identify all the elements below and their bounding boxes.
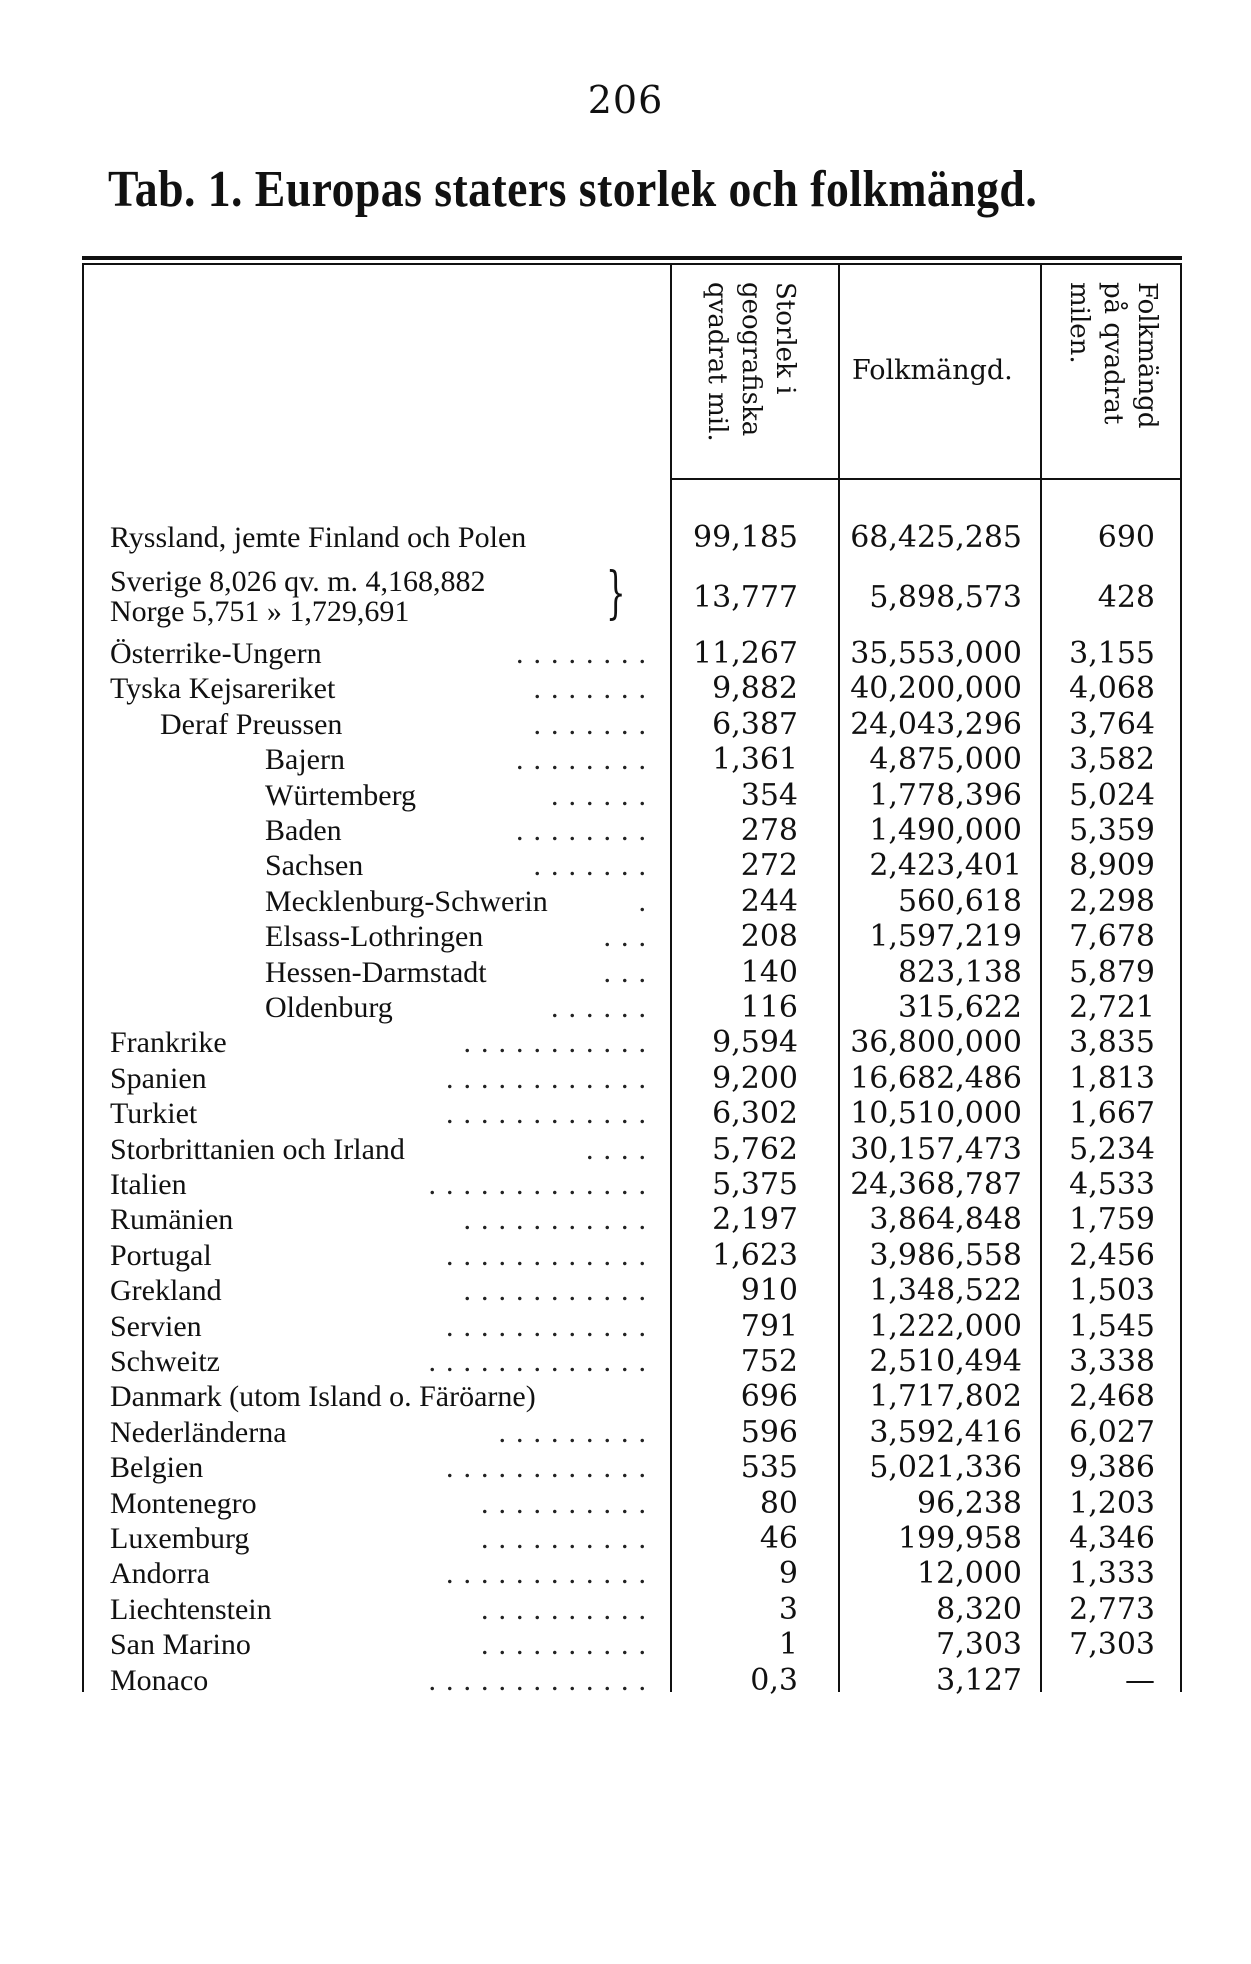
density-cell: 1,545 <box>1069 1308 1155 1344</box>
row-label: Danmark (utom Island o. Färöarne) <box>110 1380 542 1413</box>
table-row <box>0 990 1251 1025</box>
size-cell: 99,185 <box>693 520 798 555</box>
header-rule <box>82 256 1182 260</box>
header-size: Storlek i geografiska qvadrat mil. <box>702 282 800 442</box>
size-cell: 354 <box>740 777 798 813</box>
population-cell: 1,597,219 <box>869 919 1022 955</box>
header-rule-thin <box>82 263 1182 265</box>
row-name <box>265 990 662 1025</box>
row-label: Elsass-Lothringen <box>265 920 489 953</box>
row-name <box>110 1238 662 1273</box>
table-row <box>0 1025 1251 1060</box>
row-name <box>110 1273 662 1308</box>
density-cell: 5,359 <box>1069 813 1155 848</box>
density-cell: 4,068 <box>1069 671 1155 707</box>
size-cell: 5,375 <box>712 1167 798 1202</box>
row-name <box>110 1061 662 1096</box>
leader-dots: ............ <box>446 1309 656 1343</box>
size-cell: 80 <box>759 1485 798 1521</box>
density-cell: 1,813 <box>1069 1060 1155 1096</box>
row-label: Monaco <box>110 1664 214 1697</box>
table-row <box>0 1486 1251 1521</box>
header-density: Folkmängd på qvadrat milen. <box>1064 282 1162 429</box>
size-cell: 9,200 <box>712 1060 798 1096</box>
table-row <box>0 1061 1251 1096</box>
row-label: Hessen-Darmstadt <box>265 956 493 989</box>
row-label: Ryssland, jemte Finland och Polen <box>110 521 532 554</box>
leader-dots: ........... <box>463 1026 656 1060</box>
population-cell: 315,622 <box>897 990 1022 1025</box>
leader-dots: ............ <box>446 1238 656 1272</box>
row-label: Grekland <box>110 1274 228 1307</box>
row-label: Liechtenstein <box>110 1593 278 1626</box>
density-cell: 2,456 <box>1069 1237 1155 1273</box>
row-name <box>265 778 662 813</box>
table-row <box>0 1415 1251 1450</box>
brace: } <box>606 561 626 626</box>
row-name <box>110 1309 662 1344</box>
density-cell: 5,024 <box>1069 777 1155 813</box>
row-label: Bajern <box>265 743 351 776</box>
row-label: Italien <box>110 1168 193 1201</box>
leader-dots: . <box>638 884 656 918</box>
population-cell: 2,423,401 <box>869 848 1022 884</box>
leader-dots: ............ <box>446 1451 656 1485</box>
leader-dots: .......... <box>481 1486 656 1520</box>
row-label: Turkiet <box>110 1097 203 1130</box>
table-row <box>0 848 1251 883</box>
row-label: Schweitz <box>110 1345 226 1378</box>
density-cell: 428 <box>1097 580 1155 615</box>
leader-dots: ............ <box>446 1097 656 1131</box>
row-name <box>265 884 662 919</box>
density-cell: 2,721 <box>1069 990 1155 1025</box>
page-title: Tab. 1. Europas staters storlek och folkmängd. <box>108 161 1038 218</box>
density-cell: 7,678 <box>1069 919 1155 955</box>
header-bottom-rule <box>670 478 1182 480</box>
leader-dots: ....... <box>533 707 656 741</box>
table-row <box>0 884 1251 919</box>
leader-dots: ........ <box>516 637 656 670</box>
population-cell: 7,303 <box>936 1627 1022 1663</box>
row-name <box>265 955 662 990</box>
size-cell: 46 <box>759 1521 798 1556</box>
table-row <box>0 636 1251 671</box>
size-cell: 791 <box>740 1308 798 1344</box>
leader-dots: ............ <box>446 1061 656 1095</box>
leader-dots: ... <box>603 920 656 954</box>
population-cell: 35,553,000 <box>850 636 1022 671</box>
population-cell: 30,157,473 <box>850 1131 1022 1167</box>
leader-dots: ........ <box>516 743 656 777</box>
population-cell: 3,592,416 <box>869 1414 1022 1450</box>
density-cell: — <box>1125 1662 1155 1698</box>
table-row <box>0 1556 1251 1591</box>
row-label: Frankrike <box>110 1026 233 1059</box>
row-name <box>110 1592 662 1627</box>
density-cell: 3,835 <box>1069 1025 1155 1061</box>
leader-dots: ............. <box>428 1663 656 1697</box>
size-cell: 6,302 <box>712 1096 798 1132</box>
density-cell: 4,533 <box>1069 1167 1155 1202</box>
size-cell: 9 <box>778 1556 798 1592</box>
density-cell: 2,298 <box>1069 883 1155 919</box>
population-cell: 1,717,802 <box>869 1379 1022 1415</box>
table-row <box>0 1450 1251 1485</box>
table-row <box>0 813 1251 848</box>
density-cell: 5,879 <box>1069 954 1155 990</box>
table-row <box>0 742 1251 777</box>
row-name <box>110 1096 662 1131</box>
size-cell: 3 <box>778 1591 798 1627</box>
size-cell: 9,882 <box>712 671 798 707</box>
row-name <box>265 919 662 954</box>
table-row <box>0 671 1251 706</box>
row-label: Servien <box>110 1310 208 1343</box>
population-cell: 5,021,336 <box>869 1450 1022 1486</box>
size-cell: 6,387 <box>712 706 798 742</box>
row-label: Würtemberg <box>265 779 422 812</box>
row-name <box>110 1025 662 1060</box>
leader-dots: .......... <box>481 1628 656 1662</box>
row-name <box>110 1167 662 1202</box>
row-name <box>110 1379 662 1414</box>
population-cell: 3,127 <box>936 1662 1022 1698</box>
density-cell: 6,027 <box>1069 1414 1155 1450</box>
size-cell: 696 <box>740 1379 798 1415</box>
density-cell: 2,773 <box>1069 1591 1155 1627</box>
row-name <box>110 1663 662 1698</box>
row-name <box>110 520 662 555</box>
density-cell: 1,203 <box>1069 1485 1155 1521</box>
population-cell: 10,510,000 <box>850 1096 1022 1132</box>
row-label: Deraf Preussen <box>160 708 348 741</box>
density-cell: 1,667 <box>1069 1096 1155 1132</box>
leader-dots: ....... <box>533 672 656 706</box>
table-row <box>0 778 1251 813</box>
row-name <box>110 1202 662 1237</box>
row-name <box>160 707 662 742</box>
row-name <box>110 1132 662 1167</box>
population-cell: 2,510,494 <box>869 1344 1022 1379</box>
table-row <box>0 1344 1251 1379</box>
leader-dots: ... <box>603 955 656 989</box>
row-label: Baden <box>265 814 348 847</box>
leader-dots: ....... <box>533 849 656 883</box>
table-row <box>0 1202 1251 1237</box>
size-cell: 11,267 <box>693 636 798 671</box>
population-cell: 12,000 <box>917 1556 1022 1592</box>
density-cell: 2,468 <box>1069 1379 1155 1415</box>
population-cell: 68,425,285 <box>850 520 1022 555</box>
leader-dots: ........ <box>516 814 656 847</box>
row-name <box>110 1627 662 1662</box>
density-cell: 3,155 <box>1069 636 1155 671</box>
row-label: Rumänien <box>110 1203 239 1236</box>
table-row <box>0 1309 1251 1344</box>
size-cell: 910 <box>740 1273 798 1309</box>
population-cell: 40,200,000 <box>850 671 1022 707</box>
leader-dots: ............ <box>446 1557 656 1591</box>
population-cell: 1,778,396 <box>869 777 1022 813</box>
density-cell: 3,338 <box>1069 1344 1155 1379</box>
size-cell: 244 <box>740 883 798 919</box>
size-cell: 1,361 <box>712 742 798 778</box>
size-cell: 0,3 <box>750 1662 798 1698</box>
table-row <box>0 955 1251 990</box>
size-cell: 208 <box>740 919 798 955</box>
size-cell: 596 <box>740 1414 798 1450</box>
population-cell: 24,368,787 <box>850 1167 1022 1202</box>
density-cell: 5,234 <box>1069 1131 1155 1167</box>
table-row <box>0 1663 1251 1698</box>
size-cell: 140 <box>740 954 798 990</box>
row-name <box>110 1415 662 1450</box>
row-label: Österrike-Ungern <box>110 637 328 670</box>
row-label: Luxemburg <box>110 1522 255 1555</box>
row-label: Nederländerna <box>110 1416 293 1449</box>
row-label: Mecklenburg-Schwerin <box>265 885 554 918</box>
leader-dots: .......... <box>481 1522 656 1555</box>
leader-dots: ............. <box>428 1345 656 1378</box>
table-row <box>0 1592 1251 1627</box>
row-label: Tyska Kejsareriket <box>110 672 341 705</box>
page-number: 206 <box>587 78 664 122</box>
leader-dots: .... <box>586 1132 656 1166</box>
leader-dots: ........... <box>463 1274 656 1308</box>
density-cell: 1,759 <box>1069 1202 1155 1238</box>
population-cell: 3,986,558 <box>869 1237 1022 1273</box>
row-name <box>265 848 662 883</box>
table-row <box>0 919 1251 954</box>
density-cell: 7,303 <box>1069 1627 1155 1663</box>
density-cell: 690 <box>1097 520 1155 555</box>
population-cell: 199,958 <box>897 1521 1022 1556</box>
leader-dots: .......... <box>481 1592 656 1626</box>
table-row <box>0 520 1251 555</box>
density-cell: 1,333 <box>1069 1556 1155 1592</box>
table-row <box>0 1238 1251 1273</box>
size-cell: 9,594 <box>712 1025 798 1061</box>
size-cell: 272 <box>740 848 798 884</box>
population-cell: 1,490,000 <box>869 813 1022 848</box>
table-row <box>0 1627 1251 1662</box>
population-cell: 823,138 <box>897 954 1022 990</box>
population-cell: 560,618 <box>897 883 1022 919</box>
size-cell: 2,197 <box>712 1202 798 1238</box>
size-cell: 1,623 <box>712 1237 798 1273</box>
density-cell: 3,764 <box>1069 706 1155 742</box>
row-name <box>110 671 662 706</box>
table-row <box>0 1521 1251 1556</box>
table-row <box>0 1096 1251 1131</box>
table-row <box>0 1379 1251 1414</box>
population-cell: 16,682,486 <box>850 1060 1022 1096</box>
leader-dots: ............. <box>428 1168 656 1201</box>
row-name <box>110 1556 662 1591</box>
size-cell: 535 <box>740 1450 798 1486</box>
population-cell: 1,222,000 <box>869 1308 1022 1344</box>
leader-dots: ......... <box>498 1415 656 1449</box>
row-name <box>110 1521 662 1556</box>
population-cell: 4,875,000 <box>869 742 1022 778</box>
size-cell: 5,762 <box>712 1131 798 1167</box>
density-cell: 8,909 <box>1069 848 1155 884</box>
leader-dots: ...... <box>551 778 656 812</box>
row-label: Oldenburg <box>265 991 399 1024</box>
row-name <box>265 813 662 848</box>
table-row <box>0 1273 1251 1308</box>
population-cell: 8,320 <box>936 1591 1022 1627</box>
table-row <box>0 1167 1251 1202</box>
row-label: Spanien <box>110 1062 213 1095</box>
population-cell: 24,043,296 <box>850 706 1022 742</box>
header-population: Folkmängd. <box>852 355 1013 386</box>
row-label: Andorra <box>110 1557 216 1590</box>
population-cell: 5,898,573 <box>869 580 1022 615</box>
density-cell: 3,582 <box>1069 742 1155 778</box>
population-cell: 36,800,000 <box>850 1025 1022 1061</box>
density-cell: 4,346 <box>1069 1521 1155 1556</box>
row-label: Portugal <box>110 1239 218 1272</box>
density-cell: 1,503 <box>1069 1273 1155 1309</box>
density-cell: 9,386 <box>1069 1450 1155 1486</box>
population-cell: 3,864,848 <box>869 1202 1022 1238</box>
row-name <box>110 636 662 671</box>
leader-dots: ........... <box>463 1203 656 1237</box>
row-name <box>110 1450 662 1485</box>
row-name <box>265 742 662 777</box>
leader-dots: ...... <box>551 991 656 1024</box>
row-name <box>110 1344 662 1379</box>
row-label: San Marino <box>110 1628 257 1661</box>
size-cell: 278 <box>740 813 798 848</box>
row-label: Belgien <box>110 1451 209 1484</box>
size-cell: 1 <box>778 1627 798 1663</box>
table-row <box>0 1132 1251 1167</box>
sweden-line: Sverige 8,026 qv. m. 4,168,882 <box>110 565 486 598</box>
row-label: Montenegro <box>110 1487 263 1520</box>
size-cell: 13,777 <box>693 580 798 615</box>
row-name <box>110 1486 662 1521</box>
size-cell: 116 <box>740 990 798 1025</box>
population-cell: 1,348,522 <box>869 1273 1022 1309</box>
population-cell: 96,238 <box>917 1485 1022 1521</box>
table-row <box>0 707 1251 742</box>
size-cell: 752 <box>740 1344 798 1379</box>
norway-line: Norge 5,751 » 1,729,691 <box>110 595 410 628</box>
row-label: Sachsen <box>265 849 369 882</box>
row-label: Storbrittanien och Irland <box>110 1133 411 1166</box>
